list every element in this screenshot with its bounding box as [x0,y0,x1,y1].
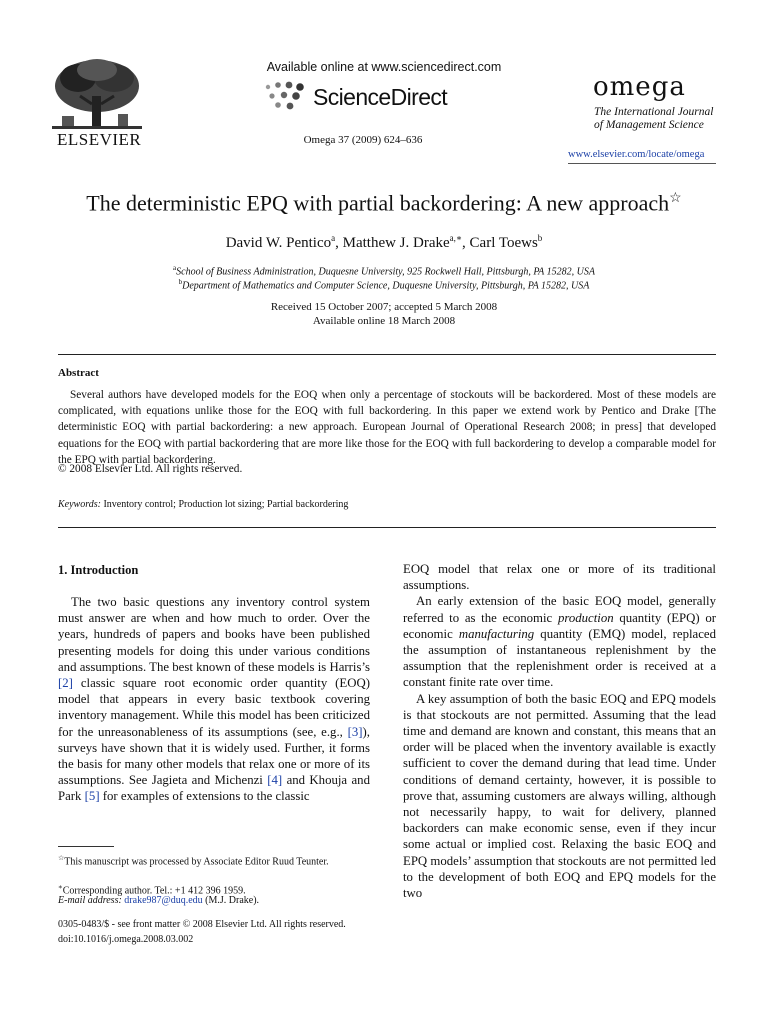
citation-link[interactable]: [2] [58,676,73,691]
keywords-text: Inventory control; Production lot sizing; Partial backordering [103,499,349,510]
intro-paragraph [58,594,370,805]
affiliation-b-text: Department of Mathematics and Computer Science, Duquesne University, Pittsburgh, PA 15282, USA [182,280,590,292]
author-affiliation-mark[interactable]: b [537,233,543,243]
citation-link[interactable]: [4] [267,773,283,788]
sciencedirect-dots-icon [262,81,310,111]
online-date: Available online 18 March 2008 [312,315,456,327]
body-text: ), surveys have shown that it is widely used. Further, it forms the basis for many other models that relax one or more of its assumptions. See Jagieta and Michenzi [58,724,370,788]
body-text: quantity (EMQ) model, replaced the assumption of instantaneous replenishment by the assumption that the replenishment order is received at a constant finite rate over time. [403,626,716,690]
paper-title-text: The deterministic EPQ with partial backordering: A new approach [86,190,670,216]
footnote-mark: ∗ [58,883,63,891]
author-name: David W. Pentico [225,235,332,251]
keywords-line [58,499,348,510]
header-divider [568,163,716,164]
publisher-name: ELSEVIER [57,130,142,149]
affiliation-a-text: School of Business Administration, Duquesne University, 925 Rockwell Hall, Pittsburgh, PA 15282, USA [176,266,595,278]
emphasis-text: manufacturing [458,626,535,641]
continued-paragraph: EOQ model that relax one or more of its traditional assumptions. [403,562,716,593]
keywords-label: Keywords: [58,499,101,510]
abstract-bottom-rule [58,527,716,528]
affiliation-a [0,264,768,277]
footnote-editor [58,851,370,870]
left-column [58,594,370,805]
body-text: An early extension of the basic EOQ model, generally referred to as the economic [403,594,716,625]
body-text: and Khouja and Park [58,773,370,804]
received-dates: Received 15 October 2007; accepted 5 March 2008 [270,301,498,313]
doi-line: doi:10.1016/j.omega.2008.03.002 [58,934,194,945]
sciencedirect-logo-text: ScienceDirect [313,84,448,110]
journal-url-link[interactable]: www.elsevier.com/locate/omega [568,149,705,160]
abstract-top-rule [58,354,716,355]
right-column [403,561,716,901]
footnote-text: Corresponding author. Tel.: +1 412 396 1959. [62,885,246,897]
author-affiliation-mark[interactable]: a [331,233,336,243]
body-text: quantity (EPQ) or economic [403,610,716,641]
assumption-paragraph: A key assumption of both the basic EOQ and EPQ models is that stockouts are not permitted. Assuming that the lead time and demand are known and constant, this means that an order will be placed when the inventory available is exactly sufficient to cover the demand during that lead time. Under conditions of demand certainty, however, it is possible to prove that, assuming customers are always willing, although not necessarily happy, to wait for delivery, planned backorders can make economic sense, even if they incur some actual or implied cost. Relaxing the basic EOQ and EPQ models’ assumption that stockouts are not permitted led to the development of both EOQ and EPQ models for the two [403,691,716,901]
title-footnote-mark[interactable]: ☆ [669,191,682,206]
affiliation-b-mark: b [178,278,183,286]
abstract-heading: Abstract [58,367,99,379]
abstract-body [58,387,716,468]
footnote-text: (M.J. Drake). [202,895,260,906]
available-online-text: Available online at www.sciencedirect.com [266,60,502,74]
author-name: Matthew J. Drake [342,235,450,251]
journal-citation: Omega 37 (2009) 624–636 [303,134,423,146]
emphasis-text: production [557,610,614,625]
citation-link[interactable]: [3] [347,724,363,739]
email-link[interactable]: drake987@duq.edu [124,895,203,906]
affiliation-b [0,278,768,291]
footnote-text: This manuscript was processed by Associate Editor Ruud Teunter. [64,856,329,868]
omega-journal-logo: omega [593,72,686,102]
body-text: classic square root economic order quantity (EOQ) model that appears in every basic textbook covering inventory management. While this model has been criticized for the unreasonableness of its assumptions (see, e.g., [58,676,370,739]
email-label: E-mail address: [58,895,122,906]
author-list: David W. Pentico$^a$, Matthew J. Drake$^{a,∗}$, Carl Toews$^b$ [225,233,543,251]
body-text: The two basic questions any inventory control system must answer are when and how much to order. Over the years, hundreds of papers and books have been published presenting models for doing this under various conditions and assumptions. The best known of these models is Harris’s [58,595,370,674]
footnote-rule [58,846,114,847]
abstract-text: Several authors have developed models for the EOQ when only a percentage of stockouts will be backordered. Most of these models are complicated, with equations unlike those for the EOQ with full backordering. In this paper we extend work by Pentico and Drake [The deterministic EOQ with partial backordering: a new approach. European Journal of Operational Research 2008; in press] that developed equations for the EOQ with partial backordering that are more like those for the EOQ with full backordering to develop a comparable model for the EPQ with partial backordering. [58,389,716,466]
footnote-mark: ☆ [58,854,65,862]
affiliation-a-mark: a [173,264,177,272]
abstract-copyright: © 2008 Elsevier Ltd. All rights reserved. [58,463,243,475]
author-affiliation-mark[interactable]: a,∗ [449,233,463,243]
author-name: Carl Toews [469,235,538,251]
epq-paragraph [403,593,716,690]
issn-line: 0305-0483/$ - see front matter © 2008 Elsevier Ltd. All rights reserved. [58,919,346,930]
journal-subtitle-line-1: The International Journal [594,106,714,118]
journal-subtitle [594,106,713,132]
footnote-email [58,894,259,909]
journal-subtitle-line-2: of Management Science [594,119,704,131]
citation-link[interactable]: [5] [84,789,100,804]
paper-title [0,190,768,216]
section-heading: 1. Introduction [58,563,139,577]
body-text: for examples of extensions to the classic [99,789,310,804]
